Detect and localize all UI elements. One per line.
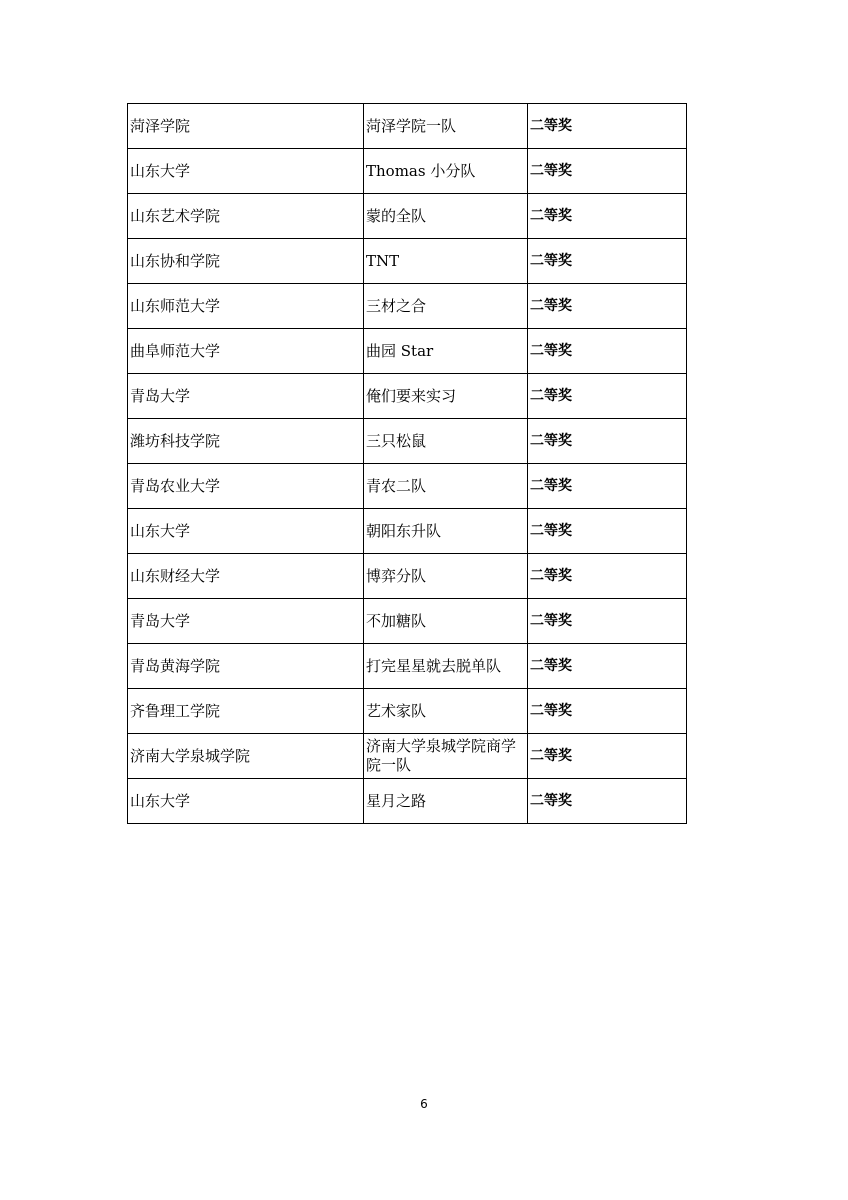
award-cell: 二等奖 xyxy=(528,599,687,644)
table-row xyxy=(128,689,687,734)
table-row xyxy=(128,374,687,419)
team-cell: 博弈分队 xyxy=(364,554,528,599)
table-row xyxy=(128,284,687,329)
table-row xyxy=(128,104,687,149)
school-cell: 山东师范大学 xyxy=(128,284,364,329)
table-row xyxy=(128,509,687,554)
school-cell: 潍坊科技学院 xyxy=(128,419,364,464)
table-row xyxy=(128,464,687,509)
award-cell: 二等奖 xyxy=(528,239,687,284)
school-cell: 山东财经大学 xyxy=(128,554,364,599)
team-cell: Thomas 小分队 xyxy=(364,149,528,194)
team-cell: 菏泽学院一队 xyxy=(364,104,528,149)
school-cell: 曲阜师范大学 xyxy=(128,329,364,374)
school-cell: 青岛大学 xyxy=(128,599,364,644)
award-cell: 二等奖 xyxy=(528,149,687,194)
team-cell: 曲园 Star xyxy=(364,329,528,374)
award-cell: 二等奖 xyxy=(528,734,687,779)
team-cell: 朝阳东升队 xyxy=(364,509,528,554)
school-cell: 青岛大学 xyxy=(128,374,364,419)
team-cell: TNT xyxy=(364,239,528,284)
award-cell: 二等奖 xyxy=(528,194,687,239)
awards-table-body xyxy=(128,104,687,824)
table-row xyxy=(128,329,687,374)
team-cell: 青农二队 xyxy=(364,464,528,509)
award-cell: 二等奖 xyxy=(528,779,687,824)
team-cell: 不加糖队 xyxy=(364,599,528,644)
award-cell: 二等奖 xyxy=(528,509,687,554)
school-cell: 山东协和学院 xyxy=(128,239,364,284)
page-number: 6 xyxy=(420,1097,428,1111)
award-cell: 二等奖 xyxy=(528,419,687,464)
table-row xyxy=(128,734,687,779)
school-cell: 山东艺术学院 xyxy=(128,194,364,239)
table-row xyxy=(128,644,687,689)
table-row xyxy=(128,419,687,464)
team-cell: 星月之路 xyxy=(364,779,528,824)
school-cell: 山东大学 xyxy=(128,149,364,194)
team-cell: 三只松鼠 xyxy=(364,419,528,464)
award-cell: 二等奖 xyxy=(528,329,687,374)
awards-table xyxy=(127,103,687,824)
school-cell: 山东大学 xyxy=(128,509,364,554)
school-cell: 济南大学泉城学院 xyxy=(128,734,364,779)
team-cell: 俺们要来实习 xyxy=(364,374,528,419)
team-cell: 蒙的全队 xyxy=(364,194,528,239)
school-cell: 青岛农业大学 xyxy=(128,464,364,509)
table-row xyxy=(128,149,687,194)
school-cell: 齐鲁理工学院 xyxy=(128,689,364,734)
table-row xyxy=(128,194,687,239)
table-row xyxy=(128,239,687,284)
team-cell: 济南大学泉城学院商学院一队 xyxy=(364,734,528,779)
school-cell: 青岛黄海学院 xyxy=(128,644,364,689)
award-cell: 二等奖 xyxy=(528,104,687,149)
award-cell: 二等奖 xyxy=(528,284,687,329)
table-row xyxy=(128,599,687,644)
award-cell: 二等奖 xyxy=(528,644,687,689)
school-cell: 山东大学 xyxy=(128,779,364,824)
team-cell: 艺术家队 xyxy=(364,689,528,734)
team-cell: 打完星星就去脱单队 xyxy=(364,644,528,689)
award-cell: 二等奖 xyxy=(528,464,687,509)
table-row xyxy=(128,554,687,599)
team-cell: 三材之合 xyxy=(364,284,528,329)
school-cell: 菏泽学院 xyxy=(128,104,364,149)
award-cell: 二等奖 xyxy=(528,689,687,734)
award-cell: 二等奖 xyxy=(528,374,687,419)
award-cell: 二等奖 xyxy=(528,554,687,599)
table-row xyxy=(128,779,687,824)
